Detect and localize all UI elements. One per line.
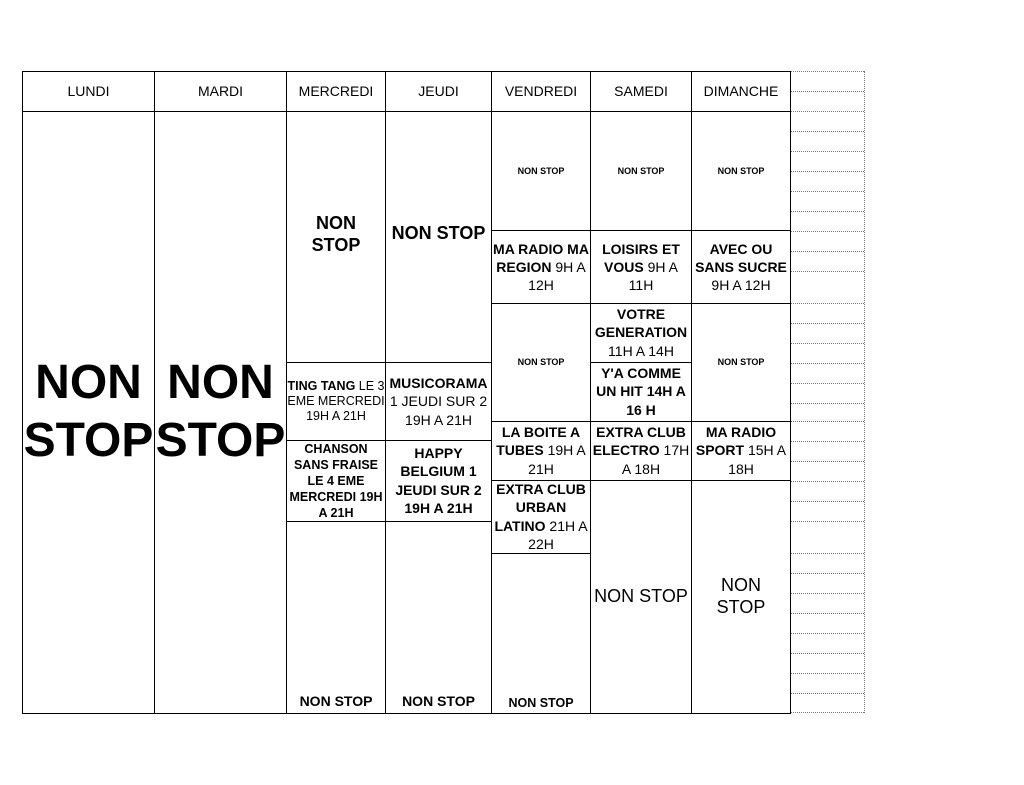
samedi-loisirs-et-vous (591, 231, 691, 303)
electro-title: EXTRA CLUB ELECTRO (592, 424, 686, 459)
musicorama-detail: 1 JEUDI SUR 2 19H A 21H (389, 393, 488, 428)
dimanche-non-stop-bottom: NON STOP (716, 574, 766, 617)
mercredi-chanson-sans-fraise: CHANSON SANS FRAISE LE 4 EME MERCREDI 19H A 21H (289, 441, 383, 520)
grid-line (286, 362, 491, 363)
vendredi-la-boite-a-tubes (491, 421, 591, 480)
urban-time: 21H A 22H (528, 517, 588, 552)
grid-line (491, 480, 791, 481)
empty-dotted-column (791, 71, 865, 713)
dimanche-non-stop-mid: NON STOP (717, 356, 765, 367)
grid-line (491, 553, 591, 554)
dimanche-non-stop-top: NON STOP (717, 165, 765, 176)
vendredi-non-stop-bottom: NON STOP (508, 695, 574, 710)
grid-line (491, 303, 791, 304)
musicorama-title: MUSICORAMA (389, 375, 488, 392)
boite-title: LA BOITE A TUBES (496, 424, 581, 459)
jeudi-happy-belgium: HAPPY BELGIUM 1 JEUDI SUR 2 19H A 21H (395, 445, 482, 516)
generation-title: VOTRE GENERATION (594, 306, 688, 341)
ting-tang-title: TING TANG (287, 379, 356, 393)
dimanche-ma-radio-sport (691, 421, 791, 480)
header-samedi: SAMEDI (614, 82, 668, 99)
ting-tang-detail: LE 3 EME MERCREDI 19H A 21H (287, 379, 385, 423)
samedi-extra-club-electro (591, 421, 691, 480)
header-vendredi: VENDREDI (504, 82, 578, 99)
loisirs-title: LOISIRS ET VOUS (602, 240, 680, 275)
vendredi-non-stop-top: NON STOP (517, 165, 565, 176)
vendredi-ma-radio-ma-region (491, 231, 591, 303)
mercredi-non-stop-bottom: NON STOP (299, 692, 373, 709)
electro-time: 17H A 18H (621, 442, 690, 477)
sucre-time: 9H A 12H (711, 277, 771, 294)
grid-line (22, 111, 791, 112)
mercredi-non-stop-top: NON STOP (311, 213, 361, 255)
boite-time: 19H A 21H (528, 442, 586, 477)
grid-line (22, 71, 791, 72)
grid-line (491, 421, 791, 422)
header-dimanche: DIMANCHE (703, 82, 779, 99)
grid-line (691, 71, 692, 714)
jeudi-non-stop-bottom: NON STOP (402, 692, 475, 709)
jeudi-musicorama (386, 363, 491, 440)
samedi-votre-generation (591, 303, 691, 362)
grid-line (286, 440, 491, 441)
header-lundi: LUNDI (67, 82, 110, 99)
ma-radio-region-time: 9H A 12H (528, 258, 586, 294)
grid-line (22, 713, 791, 714)
urban-title: EXTRA CLUB URBAN LATINO (494, 481, 586, 534)
grid-line (491, 230, 791, 231)
ma-radio-region-title: MA RADIO MA REGION (493, 240, 589, 275)
generation-time: 11H A 14H (608, 342, 674, 359)
grid-line (590, 71, 591, 714)
grid-line (385, 71, 386, 714)
samedi-ya-comme-un-hit: Y'A COMME UN HIT 14H A 16 H (596, 365, 686, 418)
header-mardi: MARDI (197, 82, 244, 99)
lundi-non-stop: NON STOP (23, 356, 154, 467)
grid-line (286, 71, 287, 714)
vendredi-non-stop-mid: NON STOP (517, 356, 565, 367)
sport-title: MA RADIO SPORT (695, 424, 777, 459)
grid-line (22, 71, 23, 714)
header-mercredi: MERCREDI (298, 82, 374, 99)
samedi-non-stop-top: NON STOP (617, 165, 665, 176)
grid-line (491, 71, 492, 714)
mardi-non-stop: NON STOP (155, 356, 286, 467)
mercredi-ting-tang (286, 363, 386, 440)
sucre-title: AVEC OU SANS SUCRE (695, 240, 787, 275)
header-jeudi: JEUDI (418, 82, 459, 99)
grid-line (286, 521, 491, 522)
jeudi-non-stop-top: NON STOP (391, 223, 486, 244)
sport-time: 15H A 18H (728, 442, 787, 477)
grid-line (591, 362, 691, 363)
vendredi-extra-club-urban-latino (491, 480, 591, 553)
grid-line (154, 71, 155, 714)
dimanche-avec-ou-sans-sucre (693, 231, 789, 303)
samedi-non-stop-bottom: NON STOP (594, 585, 688, 606)
loisirs-time: 9H A 11H (628, 258, 678, 294)
